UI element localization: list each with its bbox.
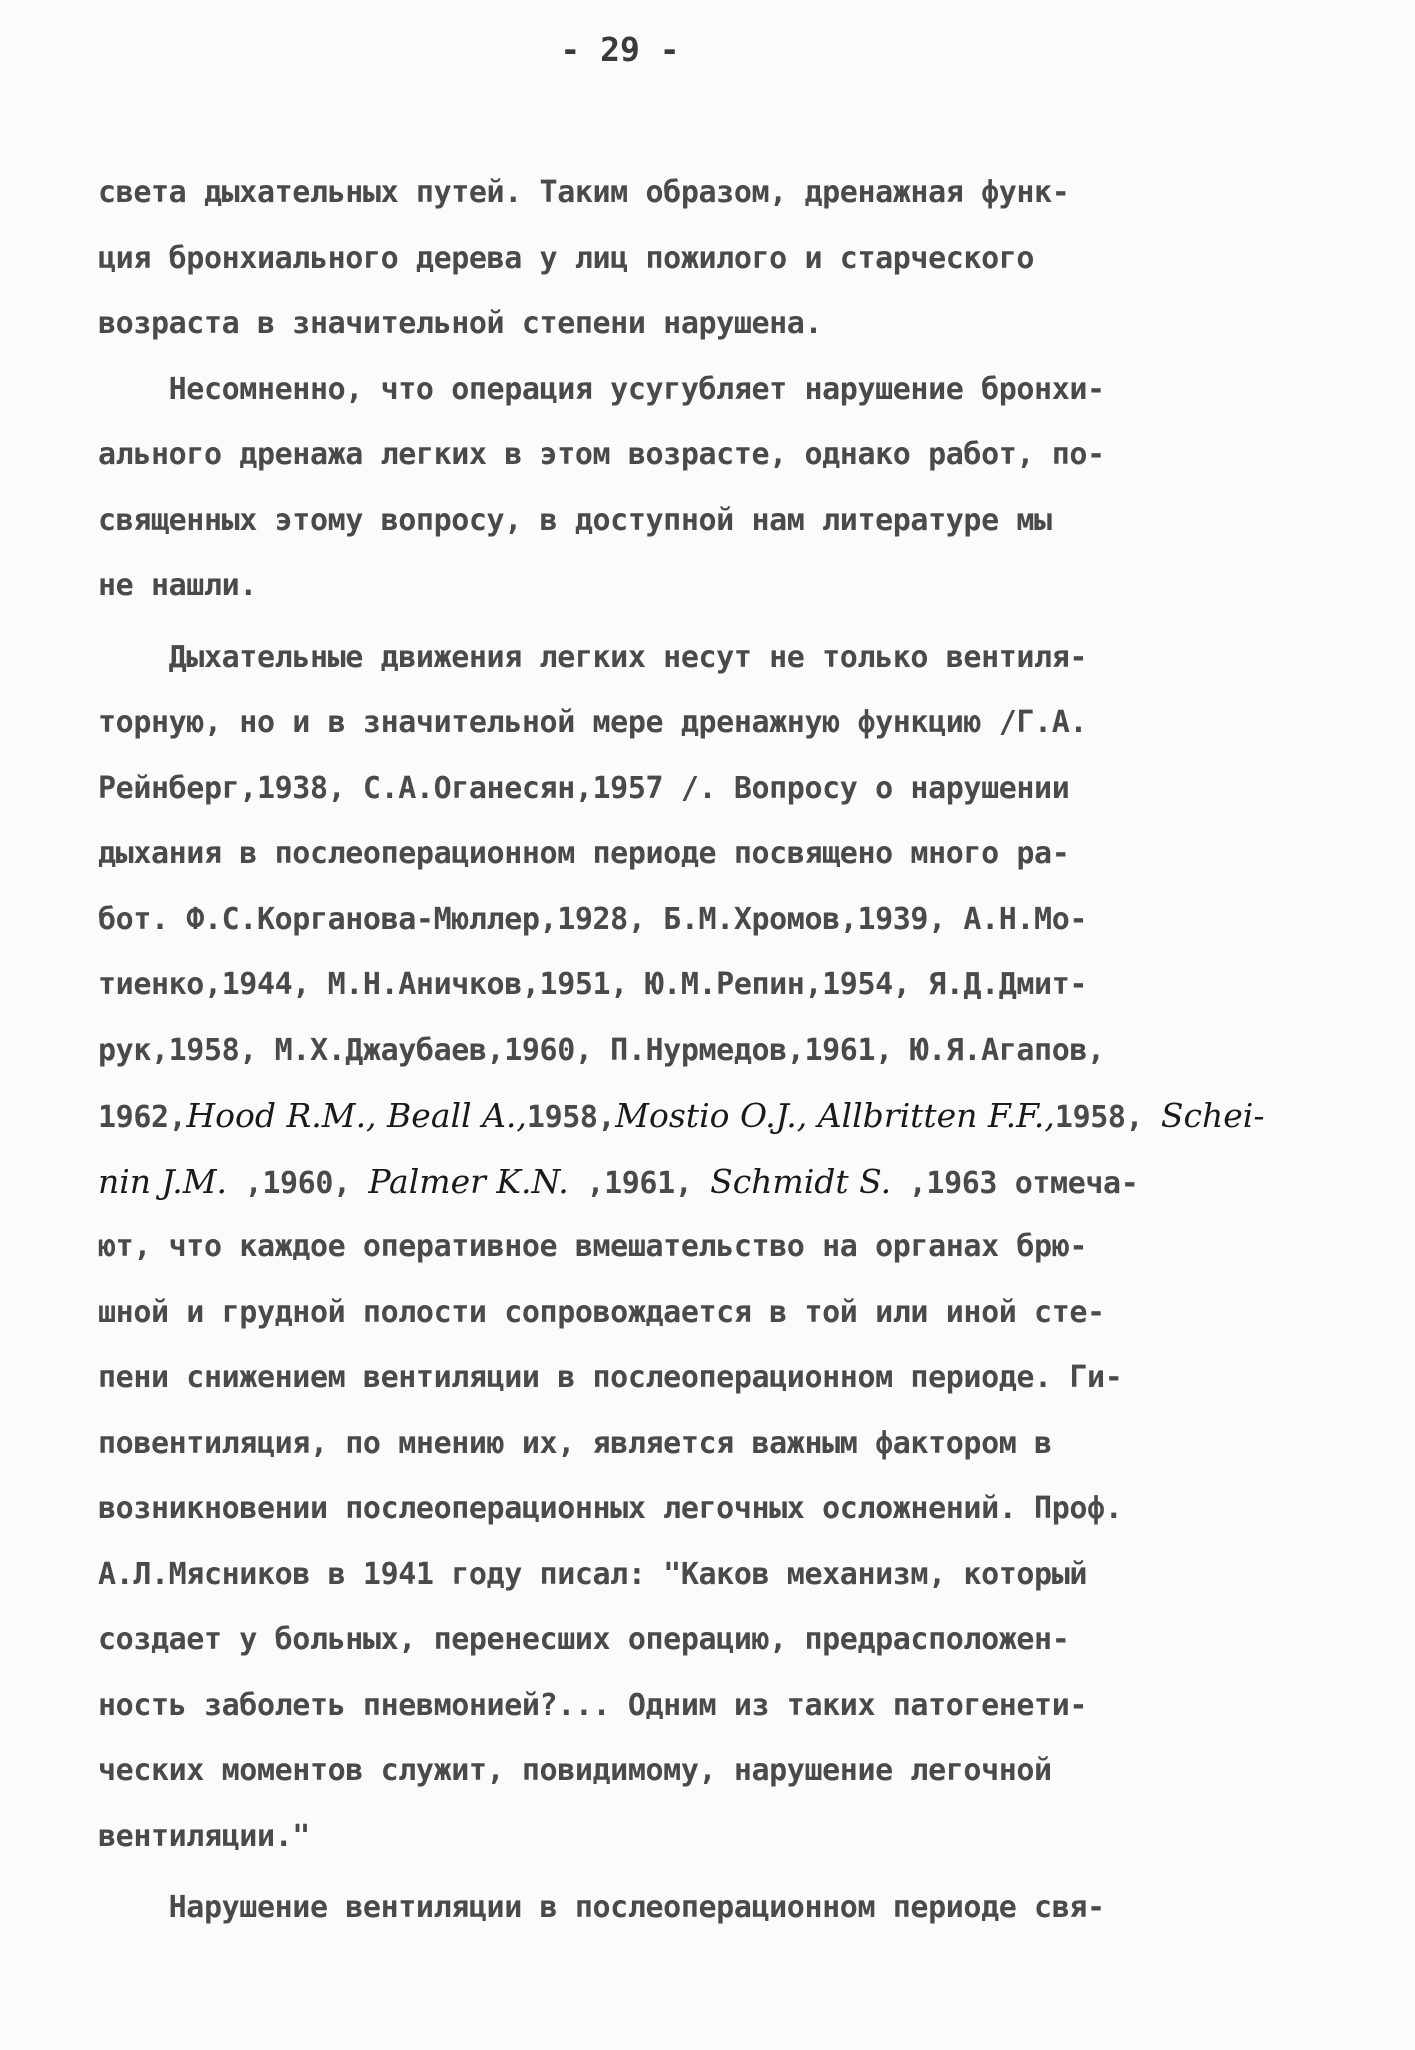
- text-line: возраста в значительной степени нарушена.: [98, 306, 823, 341]
- text-line: не нашли.: [98, 568, 257, 603]
- typed-fragment: 1962,: [98, 1100, 187, 1135]
- text-line: ность заболеть пневмонией?... Одним из таких патогенети-: [98, 1687, 1088, 1723]
- text-line: света дыхательных путей. Таким образом, дренажная функ-: [98, 175, 1070, 210]
- text-line-handwritten-2: [98, 1149, 1328, 1215]
- typed-fragment: ,1961,: [586, 1165, 693, 1201]
- text-line: Нарушение вентиляции в послеоперационном периоде свя-: [98, 1890, 1105, 1925]
- handwritten-names: Schei-: [1160, 1096, 1265, 1135]
- text-line: повентиляция, по мнению их, является важным фактором в: [98, 1425, 1052, 1461]
- text-line: тиенко,1944, М.Н.Аничков,1951, Ю.М.Репин,1954, Я.Д.Дмит-: [98, 967, 1088, 1002]
- page-number: - 29 -: [560, 30, 680, 69]
- text-line: бот. Ф.С.Корганова-Мюллер,1928, Б.М.Хромов,1939, А.Н.Мо-: [98, 901, 1088, 937]
- handwritten-names: Hood R.M., Beall A.,: [186, 1096, 527, 1135]
- text-line: вентиляции.": [98, 1818, 310, 1854]
- text-line: ют, что каждое оперативное вмешательство на органах брю-: [98, 1229, 1088, 1264]
- text-line: А.Л.Мясников в 1941 году писал: "Каков механизм, который: [98, 1556, 1088, 1592]
- text-line: Рейнберг,1938, С.А.Оганесян,1957 /. Вопросу о нарушении: [98, 770, 1070, 806]
- handwritten-names: Mostio O.J., Allbritten F.F.,: [615, 1096, 1055, 1135]
- text-line: Несомненно, что операция усугубляет нарушение бронхи-: [98, 371, 1105, 407]
- handwritten-names: Palmer K.N.: [368, 1161, 569, 1201]
- text-line: Дыхательные движения легких несут не только вентиля-: [98, 639, 1088, 675]
- text-line: пени снижением вентиляции в послеоперационном периоде. Ги-: [98, 1360, 1123, 1395]
- text-line: дыхания в послеоперационном периоде посвящено много ра-: [98, 836, 1070, 871]
- text-line: возникновении послеоперационных легочных осложнений. Проф.: [98, 1491, 1123, 1526]
- handwritten-names: nin J.M.: [98, 1161, 227, 1201]
- text-line: ческих моментов служит, повидимому, нарушение легочной: [98, 1753, 1052, 1788]
- text-line: торную, но и в значительной мере дренажную функцию /Г.А.: [98, 705, 1088, 740]
- text-line: ального дренажа легких в этом возрасте, однако работ, по-: [98, 437, 1105, 472]
- typed-fragment: 1958,: [1054, 1100, 1144, 1135]
- body-text: [98, 160, 1328, 1941]
- text-line-handwritten-1: [98, 1083, 1328, 1149]
- text-line: священных этому вопросу, в доступной нам литературе мы: [98, 502, 1052, 538]
- text-line: рук,1958, М.Х.Джаубаев,1960, П.Нурмедов,1961, Ю.Я.Агапов,: [98, 1032, 1105, 1068]
- text-line: ция бронхиального дерева у лиц пожилого и старческого: [98, 240, 1035, 276]
- text-line: создает у больных, перенесших операцию, предрасположен-: [98, 1622, 1070, 1657]
- text-line: шной и грудной полости сопровождается в той или иной сте-: [98, 1294, 1105, 1330]
- handwritten-names: Schmidt S.: [710, 1161, 892, 1201]
- typed-fragment: ,1963 отмеча-: [908, 1165, 1139, 1201]
- typed-fragment: 1958,: [526, 1100, 616, 1135]
- typed-fragment: ,1960,: [244, 1165, 351, 1201]
